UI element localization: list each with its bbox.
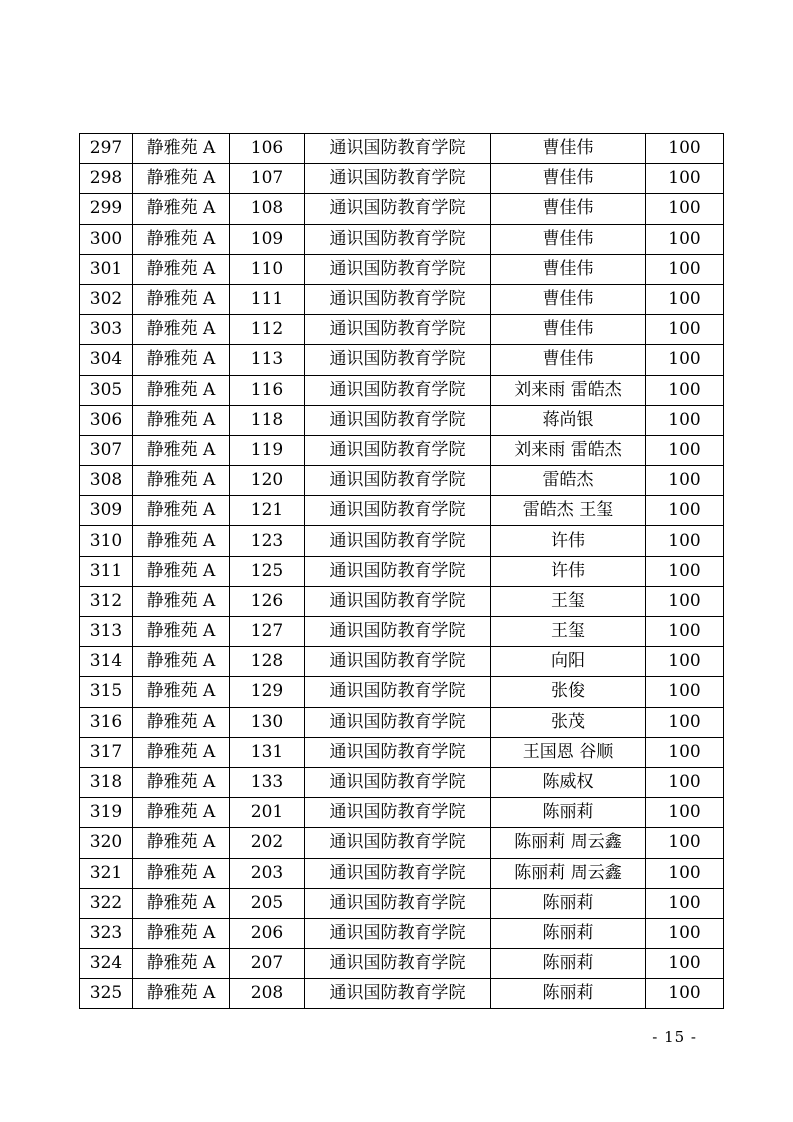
cell-score: 100 [646, 466, 724, 496]
cell-building: 静雅苑 A [133, 375, 230, 405]
cell-score: 100 [646, 888, 724, 918]
cell-score: 100 [646, 707, 724, 737]
cell-seq: 321 [80, 858, 133, 888]
cell-person-name: 雷皓杰 王玺 [491, 496, 646, 526]
cell-building: 静雅苑 A [133, 164, 230, 194]
cell-room: 121 [230, 496, 305, 526]
cell-seq: 303 [80, 315, 133, 345]
cell-score: 100 [646, 586, 724, 616]
cell-college: 通识国防教育学院 [305, 979, 491, 1009]
cell-college: 通识国防教育学院 [305, 284, 491, 314]
cell-score: 100 [646, 164, 724, 194]
cell-person-name: 陈丽莉 [491, 888, 646, 918]
cell-person-name: 王玺 [491, 617, 646, 647]
cell-college: 通识国防教育学院 [305, 949, 491, 979]
cell-person-name: 陈丽莉 周云鑫 [491, 858, 646, 888]
table-row [80, 858, 724, 888]
cell-building: 静雅苑 A [133, 858, 230, 888]
cell-seq: 302 [80, 284, 133, 314]
cell-score: 100 [646, 315, 724, 345]
table-row [80, 707, 724, 737]
cell-seq: 325 [80, 979, 133, 1009]
cell-building: 静雅苑 A [133, 617, 230, 647]
cell-college: 通识国防教育学院 [305, 586, 491, 616]
cell-score: 100 [646, 677, 724, 707]
cell-room: 203 [230, 858, 305, 888]
cell-seq: 310 [80, 526, 133, 556]
cell-room: 131 [230, 737, 305, 767]
table-row [80, 798, 724, 828]
cell-college: 通识国防教育学院 [305, 254, 491, 284]
table-row [80, 949, 724, 979]
cell-college: 通识国防教育学院 [305, 556, 491, 586]
cell-college: 通识国防教育学院 [305, 315, 491, 345]
cell-building: 静雅苑 A [133, 345, 230, 375]
cell-room: 201 [230, 798, 305, 828]
table-row [80, 315, 724, 345]
cell-seq: 315 [80, 677, 133, 707]
cell-room: 110 [230, 254, 305, 284]
cell-score: 100 [646, 435, 724, 465]
cell-person-name: 曹佳伟 [491, 284, 646, 314]
cell-seq: 314 [80, 647, 133, 677]
cell-person-name: 向阳 [491, 647, 646, 677]
cell-building: 静雅苑 A [133, 224, 230, 254]
cell-building: 静雅苑 A [133, 798, 230, 828]
cell-college: 通识国防教育学院 [305, 526, 491, 556]
cell-person-name: 张茂 [491, 707, 646, 737]
cell-room: 125 [230, 556, 305, 586]
cell-person-name: 张俊 [491, 677, 646, 707]
cell-room: 108 [230, 194, 305, 224]
table-row [80, 134, 724, 164]
cell-person-name: 王玺 [491, 586, 646, 616]
cell-room: 111 [230, 284, 305, 314]
table-row [80, 737, 724, 767]
cell-score: 100 [646, 556, 724, 586]
cell-person-name: 曹佳伟 [491, 194, 646, 224]
cell-score: 100 [646, 617, 724, 647]
table-row [80, 345, 724, 375]
table-row [80, 435, 724, 465]
cell-seq: 324 [80, 949, 133, 979]
cell-score: 100 [646, 858, 724, 888]
table-row [80, 164, 724, 194]
cell-seq: 304 [80, 345, 133, 375]
cell-college: 通识国防教育学院 [305, 435, 491, 465]
cell-person-name: 曹佳伟 [491, 164, 646, 194]
cell-seq: 312 [80, 586, 133, 616]
table-row [80, 677, 724, 707]
cell-college: 通识国防教育学院 [305, 888, 491, 918]
cell-building: 静雅苑 A [133, 647, 230, 677]
cell-seq: 313 [80, 617, 133, 647]
cell-college: 通识国防教育学院 [305, 767, 491, 797]
table-row [80, 828, 724, 858]
table-row [80, 888, 724, 918]
cell-college: 通识国防教育学院 [305, 194, 491, 224]
table-row [80, 466, 724, 496]
cell-room: 118 [230, 405, 305, 435]
cell-college: 通识国防教育学院 [305, 737, 491, 767]
cell-building: 静雅苑 A [133, 828, 230, 858]
cell-room: 107 [230, 164, 305, 194]
cell-score: 100 [646, 254, 724, 284]
table-row [80, 767, 724, 797]
cell-person-name: 陈丽莉 周云鑫 [491, 828, 646, 858]
cell-person-name: 陈威权 [491, 767, 646, 797]
cell-building: 静雅苑 A [133, 284, 230, 314]
table-row [80, 586, 724, 616]
cell-seq: 311 [80, 556, 133, 586]
cell-person-name: 蒋尚银 [491, 405, 646, 435]
cell-score: 100 [646, 647, 724, 677]
cell-score: 100 [646, 949, 724, 979]
cell-room: 202 [230, 828, 305, 858]
cell-building: 静雅苑 A [133, 918, 230, 948]
cell-building: 静雅苑 A [133, 496, 230, 526]
cell-seq: 300 [80, 224, 133, 254]
cell-score: 100 [646, 134, 724, 164]
cell-person-name: 曹佳伟 [491, 224, 646, 254]
cell-seq: 317 [80, 737, 133, 767]
cell-college: 通识国防教育学院 [305, 707, 491, 737]
cell-room: 120 [230, 466, 305, 496]
cell-room: 130 [230, 707, 305, 737]
cell-college: 通识国防教育学院 [305, 224, 491, 254]
cell-college: 通识国防教育学院 [305, 677, 491, 707]
cell-building: 静雅苑 A [133, 888, 230, 918]
cell-building: 静雅苑 A [133, 979, 230, 1009]
table-row [80, 284, 724, 314]
table-body [80, 134, 724, 1009]
cell-building: 静雅苑 A [133, 737, 230, 767]
cell-score: 100 [646, 737, 724, 767]
table-row [80, 194, 724, 224]
cell-college: 通识国防教育学院 [305, 405, 491, 435]
cell-college: 通识国防教育学院 [305, 617, 491, 647]
table-row [80, 647, 724, 677]
cell-score: 100 [646, 345, 724, 375]
page-number: - 15 - [652, 1028, 697, 1046]
cell-building: 静雅苑 A [133, 194, 230, 224]
cell-room: 119 [230, 435, 305, 465]
cell-score: 100 [646, 979, 724, 1009]
cell-college: 通识国防教育学院 [305, 345, 491, 375]
cell-room: 116 [230, 375, 305, 405]
cell-college: 通识国防教育学院 [305, 647, 491, 677]
cell-college: 通识国防教育学院 [305, 858, 491, 888]
table-row [80, 556, 724, 586]
cell-college: 通识国防教育学院 [305, 798, 491, 828]
cell-building: 静雅苑 A [133, 435, 230, 465]
cell-person-name: 陈丽莉 [491, 949, 646, 979]
cell-college: 通识国防教育学院 [305, 375, 491, 405]
cell-seq: 308 [80, 466, 133, 496]
cell-person-name: 王国恩 谷顺 [491, 737, 646, 767]
cell-person-name: 刘来雨 雷皓杰 [491, 375, 646, 405]
table-row [80, 526, 724, 556]
cell-seq: 320 [80, 828, 133, 858]
cell-room: 113 [230, 345, 305, 375]
cell-person-name: 陈丽莉 [491, 979, 646, 1009]
cell-seq: 319 [80, 798, 133, 828]
cell-seq: 307 [80, 435, 133, 465]
table-row [80, 918, 724, 948]
table-row [80, 254, 724, 284]
table-row [80, 617, 724, 647]
cell-seq: 322 [80, 888, 133, 918]
cell-score: 100 [646, 918, 724, 948]
cell-person-name: 曹佳伟 [491, 315, 646, 345]
cell-building: 静雅苑 A [133, 254, 230, 284]
cell-college: 通识国防教育学院 [305, 496, 491, 526]
cell-score: 100 [646, 375, 724, 405]
cell-score: 100 [646, 284, 724, 314]
cell-room: 129 [230, 677, 305, 707]
cell-college: 通识国防教育学院 [305, 466, 491, 496]
record-table [79, 133, 724, 1009]
cell-room: 128 [230, 647, 305, 677]
cell-person-name: 陈丽莉 [491, 798, 646, 828]
cell-room: 126 [230, 586, 305, 616]
cell-college: 通识国防教育学院 [305, 828, 491, 858]
cell-score: 100 [646, 224, 724, 254]
cell-building: 静雅苑 A [133, 707, 230, 737]
cell-seq: 318 [80, 767, 133, 797]
cell-room: 208 [230, 979, 305, 1009]
cell-person-name: 曹佳伟 [491, 254, 646, 284]
cell-score: 100 [646, 526, 724, 556]
cell-building: 静雅苑 A [133, 767, 230, 797]
cell-seq: 309 [80, 496, 133, 526]
cell-person-name: 刘来雨 雷皓杰 [491, 435, 646, 465]
cell-room: 133 [230, 767, 305, 797]
cell-person-name: 曹佳伟 [491, 345, 646, 375]
cell-building: 静雅苑 A [133, 134, 230, 164]
cell-score: 100 [646, 496, 724, 526]
table-row [80, 496, 724, 526]
cell-room: 127 [230, 617, 305, 647]
cell-college: 通识国防教育学院 [305, 164, 491, 194]
cell-seq: 299 [80, 194, 133, 224]
cell-building: 静雅苑 A [133, 526, 230, 556]
table-row [80, 405, 724, 435]
cell-room: 109 [230, 224, 305, 254]
cell-seq: 301 [80, 254, 133, 284]
cell-room: 106 [230, 134, 305, 164]
cell-room: 205 [230, 888, 305, 918]
table-row [80, 375, 724, 405]
cell-seq: 298 [80, 164, 133, 194]
cell-building: 静雅苑 A [133, 466, 230, 496]
cell-building: 静雅苑 A [133, 556, 230, 586]
cell-person-name: 曹佳伟 [491, 134, 646, 164]
cell-seq: 323 [80, 918, 133, 948]
cell-person-name: 陈丽莉 [491, 918, 646, 948]
cell-building: 静雅苑 A [133, 949, 230, 979]
cell-seq: 306 [80, 405, 133, 435]
cell-building: 静雅苑 A [133, 586, 230, 616]
cell-room: 206 [230, 918, 305, 948]
cell-seq: 316 [80, 707, 133, 737]
cell-person-name: 许伟 [491, 526, 646, 556]
cell-seq: 297 [80, 134, 133, 164]
cell-building: 静雅苑 A [133, 677, 230, 707]
cell-person-name: 雷皓杰 [491, 466, 646, 496]
table-row [80, 979, 724, 1009]
cell-score: 100 [646, 405, 724, 435]
cell-person-name: 许伟 [491, 556, 646, 586]
cell-score: 100 [646, 828, 724, 858]
cell-score: 100 [646, 767, 724, 797]
cell-seq: 305 [80, 375, 133, 405]
cell-score: 100 [646, 798, 724, 828]
cell-building: 静雅苑 A [133, 315, 230, 345]
cell-room: 112 [230, 315, 305, 345]
cell-college: 通识国防教育学院 [305, 918, 491, 948]
cell-room: 207 [230, 949, 305, 979]
cell-score: 100 [646, 194, 724, 224]
table-row [80, 224, 724, 254]
cell-building: 静雅苑 A [133, 405, 230, 435]
cell-room: 123 [230, 526, 305, 556]
cell-college: 通识国防教育学院 [305, 134, 491, 164]
